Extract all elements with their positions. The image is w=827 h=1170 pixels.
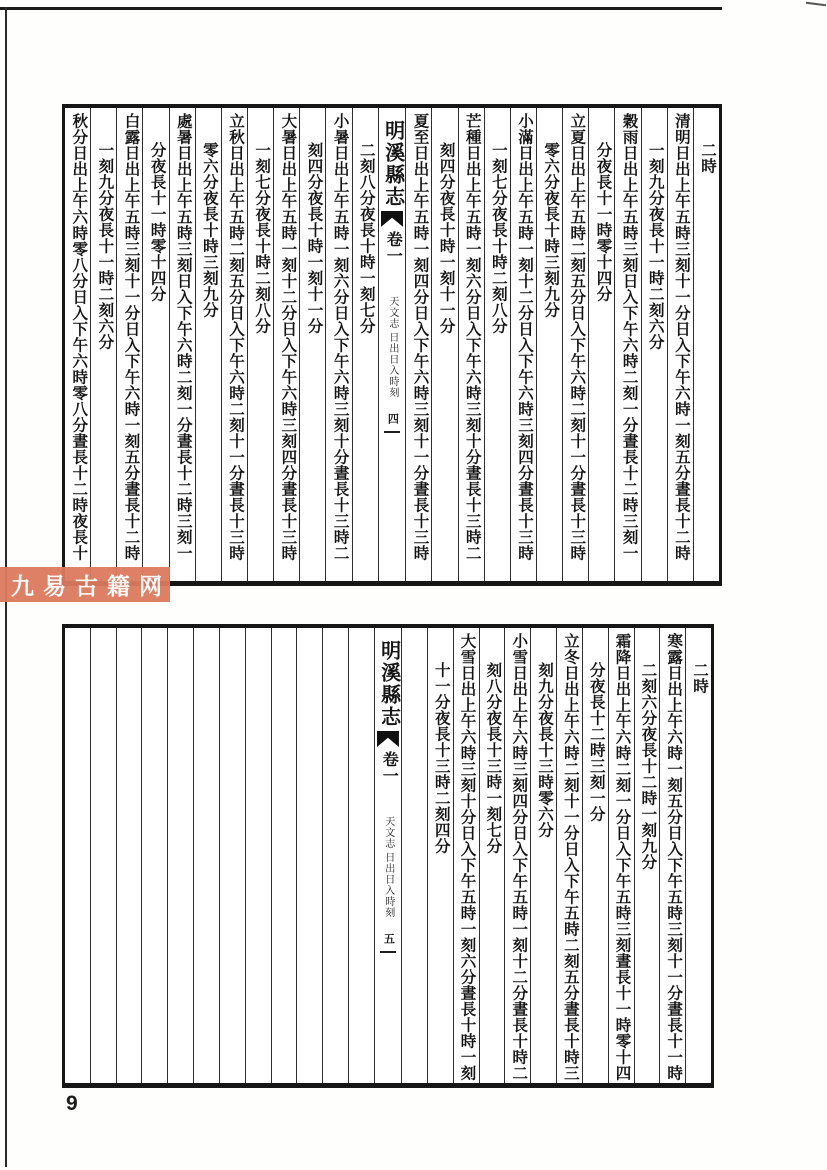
entry-continuation-column: 二刻八分夜長十時一刻七分 <box>353 108 379 581</box>
solar-term-entry-column: 處暑日出上午五時三刻日入下午六時二刻一分晝長十二時三刻一 <box>170 108 196 581</box>
entry-continuation-column: 十一分夜長十三時二刻四分 <box>428 628 454 1083</box>
solar-term-entry-column: 小雪日出上午六時三刻四分日入下午五時一刻十二分晝長十時二 <box>505 628 531 1083</box>
center-fold-column <box>375 628 402 1083</box>
scan-edge-mark <box>806 2 826 6</box>
empty-ruled-column <box>168 628 194 1083</box>
solar-term-entry-column: 立冬日出上午六時二刻十一分日入下午五時二刻五分晝長十時三 <box>557 628 583 1083</box>
solar-term-entry-column: 立夏日出上午五時二刻五分日入下午六時二刻十一分晝長十三時 <box>563 108 589 581</box>
empty-ruled-column <box>91 628 117 1083</box>
entry-continuation-column: 刻八分夜長十三時一刻七分 <box>480 628 506 1083</box>
empty-ruled-column <box>194 628 220 1083</box>
folio-table-recto <box>62 104 722 586</box>
empty-ruled-column <box>323 628 349 1083</box>
fishtail-ornament-icon <box>381 211 403 227</box>
entry-continuation-column: 刻四分夜長十時一刻十一分 <box>432 108 458 581</box>
solar-term-entry-column: 寒露日出上午六時一刻五分日入下午五時三刻十一分晝長十一時 <box>660 628 686 1083</box>
folio-divider-line <box>384 431 400 433</box>
solar-term-entry-column: 夏至日出上午五時一刻四分日入下午六時三刻十一分晝長十三時 <box>406 108 432 581</box>
entry-continuation-column: 分夜長十一時零十四分 <box>589 108 615 581</box>
solar-term-entry-column: 小滿日出上午五時一刻十二分日入下午六時三刻四分晝長十三時 <box>511 108 537 581</box>
empty-ruled-column <box>246 628 272 1083</box>
fishtail-ornament-icon <box>377 731 399 747</box>
entry-continuation-column: 一刻九分夜長十一時二刻六分 <box>91 108 117 581</box>
empty-ruled-column <box>117 628 143 1083</box>
watermark-banner: 九易古籍网 <box>0 567 170 602</box>
empty-ruled-column <box>142 628 168 1083</box>
solar-term-entry-column: 大暑日出上午五時一刻十二分日入下午六時三刻四分晝長十三時 <box>274 108 300 581</box>
solar-term-entry-column: 霜降日出上午六時二刻一分日入下午五時三刻晝長十一時零十四 <box>609 628 635 1083</box>
folio-table-verso <box>62 624 714 1088</box>
solar-term-entry-column: 白露日出上午五時三刻十一分日入下午六時一刻五分晝長十二時 <box>117 108 143 581</box>
solar-term-entry-column: 大雪日出上午六時三刻十分日入下午五時一刻六分晝長十時一刻 <box>454 628 480 1083</box>
empty-ruled-column <box>220 628 246 1083</box>
entry-continuation-column: 一刻七分夜長十時二刻八分 <box>485 108 511 581</box>
fold-subsection-label: 日出日入時刻 <box>386 332 398 398</box>
fold-subsection-label: 日出日入時刻 <box>382 852 394 918</box>
entry-continuation-column: 一刻七分夜長十時二刻八分 <box>248 108 274 581</box>
fold-book-title: 明溪縣志 <box>381 120 404 208</box>
fold-book-title: 明溪縣志 <box>377 640 400 728</box>
entry-continuation-column: 零六分夜長十時三刻九分 <box>537 108 563 581</box>
center-fold-column <box>379 108 407 581</box>
entry-continuation-column: 零六分夜長十時三刻九分 <box>196 108 222 581</box>
folio-number: 四 <box>386 413 399 425</box>
empty-ruled-column <box>272 628 298 1083</box>
entry-continuation-column: 一刻九分夜長十一時二刻六分 <box>642 108 668 581</box>
fold-section-label: 天文志 <box>386 296 398 329</box>
solar-term-entry-column: 清明日出上午五時三刻十一分日入下午六時一刻五分晝長十二時 <box>668 108 694 581</box>
entry-continuation-column: 二刻六分夜長十二時一刻九分 <box>635 628 661 1083</box>
scan-page-number: 9 <box>66 1092 78 1115</box>
empty-ruled-column <box>65 628 91 1083</box>
fold-volume-label: 卷一 <box>380 751 398 784</box>
empty-ruled-column <box>349 628 375 1083</box>
entry-continuation-column: 刻九分夜長十三時零六分 <box>531 628 557 1083</box>
scan-border-top <box>0 7 722 10</box>
entry-continuation-column: 二時 <box>699 142 716 174</box>
solar-term-entry-column: 芒種日出上午五時一刻六分日入下午六時三刻十分晝長十三時二 <box>459 108 485 581</box>
entry-continuation-column: 二時 <box>691 662 708 694</box>
solar-term-entry-column: 穀雨日出上午五時三刻日入下午六時二刻一分晝長十二時三刻一 <box>615 108 641 581</box>
folio-number: 五 <box>382 933 395 945</box>
solar-term-entry-column: 立秋日出上午五時二刻五分日入下午六時二刻十一分晝長十三時 <box>222 108 248 581</box>
folio-divider-line <box>380 951 396 953</box>
entry-continuation-column: 分夜長十一時零十四分 <box>143 108 169 581</box>
solar-term-entry-column: 秋分日出上午六時零八分日入下午六時零八分晝長十二時夜長十 <box>65 108 91 581</box>
entry-continuation-column: 刻四分夜長十時一刻十一分 <box>300 108 326 581</box>
fold-volume-label: 卷一 <box>384 231 402 264</box>
empty-ruled-column <box>402 628 428 1083</box>
fold-section-label: 天文志 <box>382 816 394 849</box>
solar-term-entry-column: 小暑日出上午五時一刻六分日入下午六時三刻十分晝長十三時二 <box>326 108 352 581</box>
entry-continuation-column: 分夜長十二時三刻一分 <box>583 628 609 1083</box>
empty-ruled-column <box>297 628 323 1083</box>
